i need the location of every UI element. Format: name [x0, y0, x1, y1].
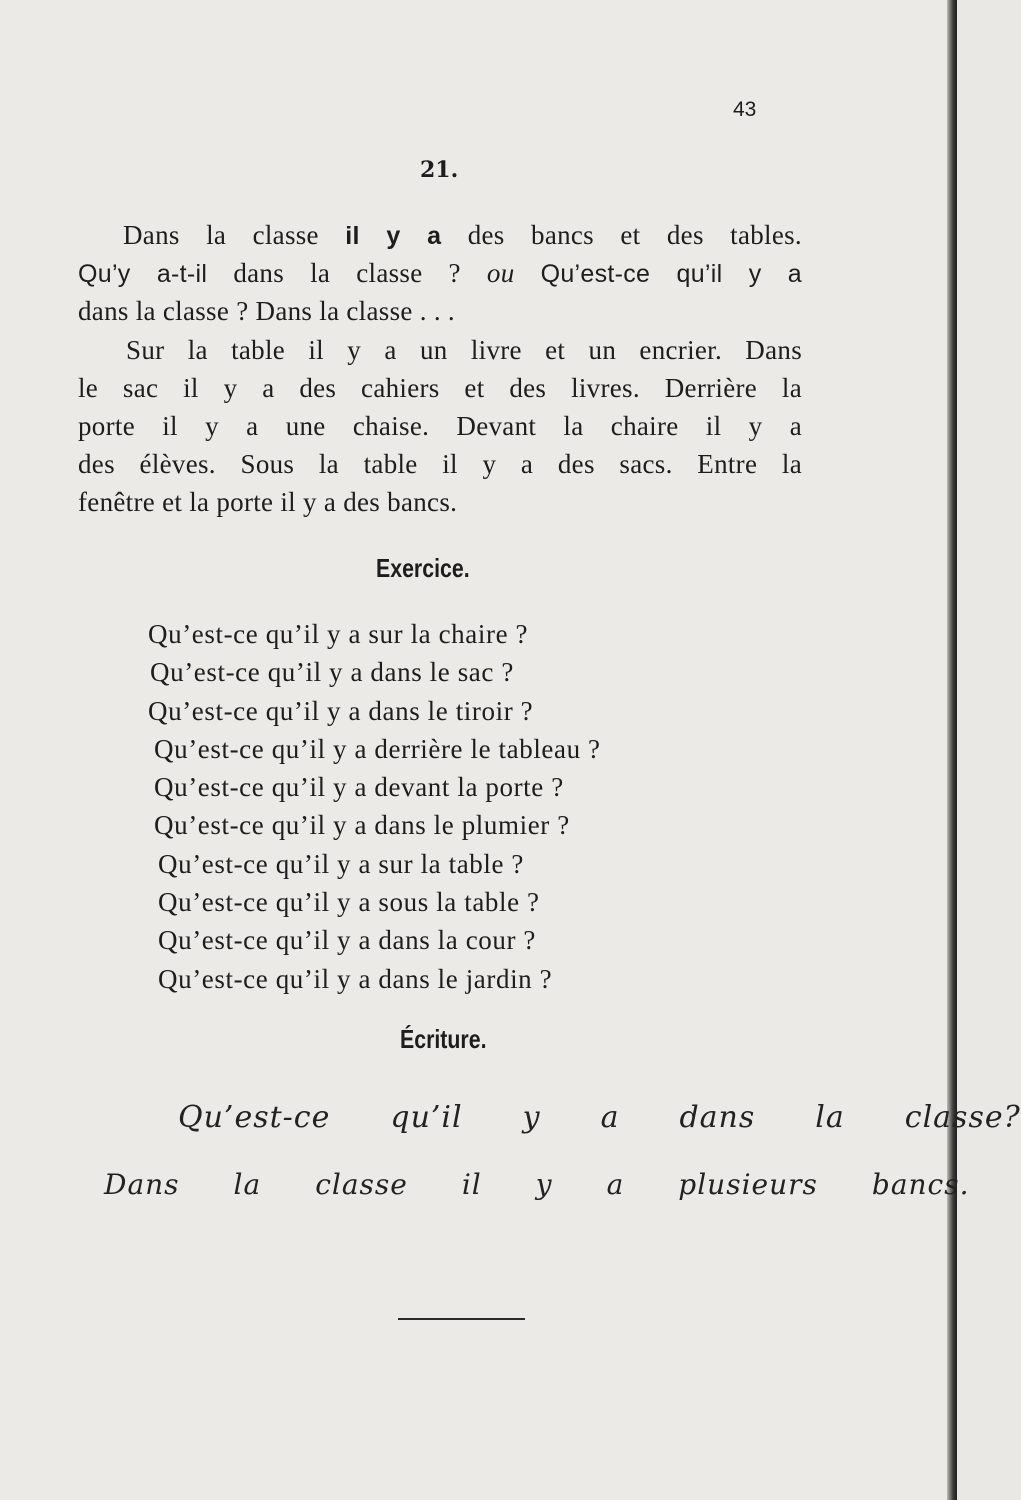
paragraph-2-line: des élèves. Sous la table il y a des sacs. Entre la	[78, 449, 802, 479]
paragraph-1-line-3: dans la classe ? Dans la classe . . .	[78, 296, 455, 326]
handwriting-line-1: Qu’est-ce qu’il y a dans la classe?	[178, 1100, 1021, 1135]
exercise-question: Qu’est-ce qu’il y a dans le sac ?	[150, 657, 514, 688]
paragraph-2-line: porte il y a une chaise. Devant la chaire il y a	[78, 411, 802, 441]
exercise-heading: Exercice.	[376, 553, 470, 583]
paragraph-2-line: Sur la table il y a un livre et un encrier. Dans	[126, 335, 802, 365]
ecriture-heading: Écriture.	[400, 1024, 487, 1054]
section-number: 21.	[420, 157, 459, 183]
paragraph-2-line: fenêtre et la porte il y a des bancs.	[78, 487, 458, 517]
paragraph-1-line-2: Qu’y a-t-il dans la classe ? ou Qu’est-ce qu’il y a	[78, 258, 802, 288]
exercise-question-list	[148, 615, 601, 998]
exercise-question: Qu’est-ce qu’il y a sous la table ?	[158, 887, 540, 918]
exercise-question: Qu’est-ce qu’il y a dans le plumier ?	[154, 810, 570, 841]
exercise-question: Qu’est-ce qu’il y a dans le tiroir ?	[148, 695, 534, 726]
paragraph-2	[78, 331, 802, 521]
paragraph-1	[78, 216, 802, 330]
exercise-question: Qu’est-ce qu’il y a dans la cour ?	[158, 925, 537, 956]
page-number: 43	[733, 98, 757, 121]
exercise-question: Qu’est-ce qu’il y a dans le jardin ?	[158, 963, 553, 994]
exercise-question: Qu’est-ce qu’il y a derrière le tableau ?	[154, 733, 601, 764]
exercise-question: Qu’est-ce qu’il y a sur la table ?	[158, 848, 525, 879]
end-rule	[398, 1318, 525, 1320]
paragraph-1-line-1: Dans la classe il y a des bancs et des tables.	[123, 220, 802, 250]
handwriting-line-2: Dans la classe il y a plusieurs bancs.	[104, 1168, 970, 1201]
exercise-question: Qu’est-ce qu’il y a devant la porte ?	[154, 772, 564, 803]
exercise-question: Qu’est-ce qu’il y a sur la chaire ?	[148, 619, 529, 649]
paragraph-2-line: le sac il y a des cahiers et des livres. Derrière la	[78, 373, 802, 403]
page-edge	[947, 0, 957, 1500]
